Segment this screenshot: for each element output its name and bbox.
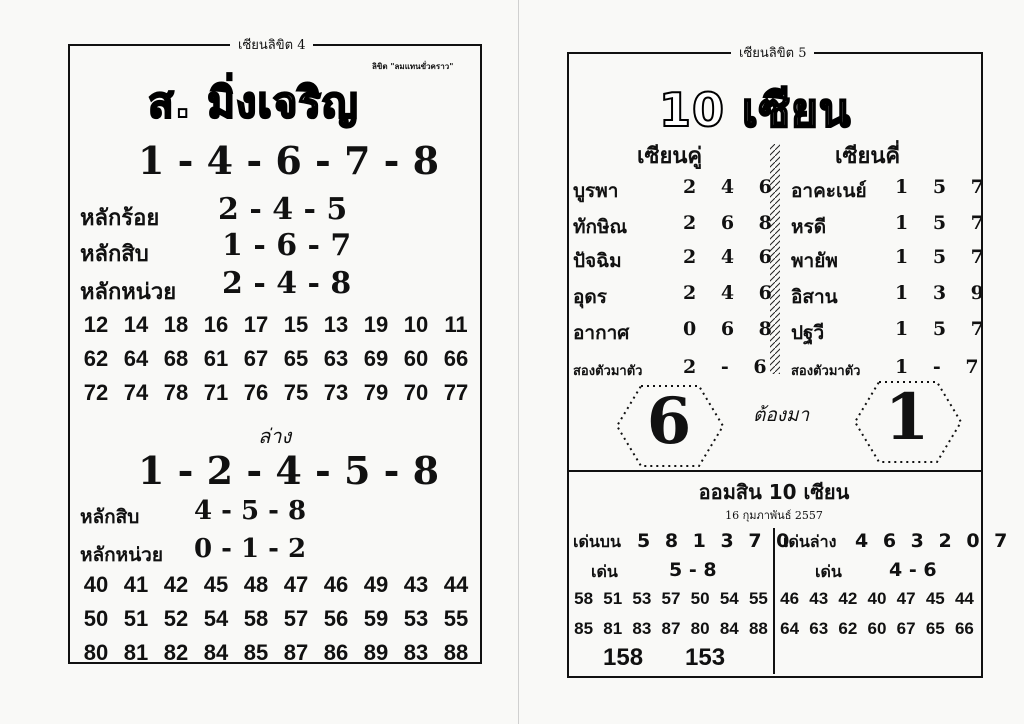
grid-number: 19	[363, 312, 389, 337]
grid-number: 17	[243, 312, 269, 337]
grid-number: 40	[867, 589, 887, 608]
grid-number: 43	[809, 589, 829, 608]
hex-right-digit: 1	[884, 380, 930, 455]
odd-row-digits: 1 5 7	[895, 212, 993, 234]
lower-row-label-units: หลักหน่วย	[80, 544, 163, 566]
grid-number: 89	[363, 640, 389, 665]
odd-row-digits: 1 5 7	[895, 176, 993, 198]
grid-number: 15	[283, 312, 309, 337]
grid-number: 55	[748, 589, 768, 608]
grid-number: 77	[443, 380, 469, 405]
top-pair-grid	[569, 584, 773, 644]
even-row-digits: 2 6 8	[683, 212, 781, 234]
top-pair-label: เด่น	[591, 562, 618, 581]
even-row-digits: 2 4 6	[683, 246, 781, 268]
right-caption: เซียนลิขิต 5	[731, 42, 814, 63]
grid-number: 83	[632, 619, 652, 638]
grid-number: 47	[283, 572, 309, 597]
grid-number: 52	[163, 606, 189, 631]
odd-row-label: หรดี	[791, 216, 827, 238]
grid-number: 71	[203, 380, 229, 405]
even-row-label: อากาศ	[573, 322, 630, 344]
grid-number: 11	[444, 312, 468, 337]
grid-number: 88	[443, 640, 469, 665]
even-row-label: สองตัวมาตัว	[573, 364, 643, 379]
grid-number: 65	[283, 346, 309, 371]
grid-number: 40	[83, 572, 109, 597]
right-page	[518, 0, 1024, 724]
left-caption: เซียนลิขิต 4	[230, 34, 313, 55]
grid-number: 70	[403, 380, 429, 405]
row-digits-units: 2 - 4 - 8	[222, 266, 352, 301]
even-row-label: บูรพา	[573, 180, 619, 202]
even-row-digits: 0 6 8	[683, 318, 781, 340]
grid-number: 53	[403, 606, 429, 631]
right-title: 10 เซียน	[659, 83, 852, 137]
grid-number: 16	[203, 312, 229, 337]
grid-number: 50	[83, 606, 109, 631]
grid-number: 86	[323, 640, 349, 665]
lower-caption: ล่าง	[258, 424, 292, 448]
grid-number: 74	[123, 380, 149, 405]
even-row-digits: 2 - 6	[683, 356, 776, 378]
row-label-hundreds: หลักร้อย	[80, 206, 160, 231]
top-label: เด่นบน	[573, 532, 621, 551]
bottom-label: เด่นล่าง	[783, 532, 837, 551]
grid-number: 61	[203, 346, 229, 371]
grid-number: 81	[603, 619, 623, 638]
grid-number: 84	[719, 619, 739, 638]
odd-row-label: พายัพ	[791, 250, 838, 272]
grid-number: 60	[867, 619, 887, 638]
grid-number: 56	[323, 606, 349, 631]
grid-number: 10	[403, 312, 429, 337]
grid-number: 79	[363, 380, 389, 405]
grid-number: 78	[163, 380, 189, 405]
grid-number: 87	[661, 619, 681, 638]
grid-number: 81	[123, 640, 149, 665]
pen-name: ลิขิต "ลมแทนขั่วคราว"	[372, 62, 454, 71]
odd-row-digits: 1 5 7	[895, 318, 993, 340]
lower-main-digits: 1 - 2 - 4 - 5 - 8	[138, 448, 440, 493]
lower-number-grid	[76, 568, 476, 670]
grid-number: 76	[243, 380, 269, 405]
grid-number: 54	[719, 589, 739, 608]
top-number-grid	[76, 308, 476, 410]
grid-number: 87	[283, 640, 309, 665]
row-digits-tens: 1 - 6 - 7	[222, 228, 352, 263]
grid-number: 13	[323, 312, 349, 337]
odd-header: เซียนคี่	[835, 144, 901, 169]
odd-row-digits: 1 - 7	[895, 356, 988, 378]
grid-number: 51	[603, 589, 623, 608]
bottom-digits: 4 6 3 2 0 7	[855, 530, 1012, 552]
grid-number: 80	[83, 640, 109, 665]
grid-number: 63	[323, 346, 349, 371]
grid-number: 55	[443, 606, 469, 631]
lower-row-digits-tens: 4 - 5 - 8	[194, 496, 307, 526]
grid-number: 58	[243, 606, 269, 631]
grid-number: 18	[163, 312, 189, 337]
even-header: เซียนคู่	[637, 144, 703, 169]
grid-number: 65	[925, 619, 945, 638]
grid-number: 67	[243, 346, 269, 371]
grid-number: 57	[283, 606, 309, 631]
odd-row-label: อิสาน	[791, 286, 838, 308]
three-digit-1: 158	[603, 644, 644, 671]
even-row-label: ทักษิณ	[573, 216, 628, 238]
even-row-label: อุดร	[573, 286, 607, 308]
grid-number: 48	[243, 572, 269, 597]
grid-number: 64	[123, 346, 149, 371]
odd-row-label: อาคะเนย์	[791, 180, 867, 202]
row-label-units: หลักหน่วย	[80, 280, 177, 305]
odd-row-label: สองตัวมาตัว	[791, 364, 861, 379]
top-pair: 5 - 8	[669, 559, 717, 581]
grid-number: 84	[203, 640, 229, 665]
hex-left-digit: 6	[646, 384, 692, 459]
grid-number: 47	[896, 589, 916, 608]
grid-number: 59	[363, 606, 389, 631]
grid-number: 53	[632, 589, 652, 608]
grid-number: 62	[83, 346, 109, 371]
grid-number: 72	[83, 380, 109, 405]
grid-number: 64	[780, 619, 800, 638]
grid-number: 46	[323, 572, 349, 597]
even-row-digits: 2 4 6	[683, 176, 781, 198]
grid-number: 58	[574, 589, 594, 608]
grid-number: 49	[363, 572, 389, 597]
top-digits: 5 8 1 3 7 0	[637, 530, 794, 552]
grid-number: 43	[403, 572, 429, 597]
grid-number: 60	[403, 346, 429, 371]
grid-number: 68	[163, 346, 189, 371]
grid-number: 66	[443, 346, 469, 371]
grid-number: 82	[163, 640, 189, 665]
even-row-label: ปัจฉิม	[573, 250, 622, 272]
grid-number: 75	[283, 380, 309, 405]
grid-number: 42	[163, 572, 189, 597]
grid-number: 45	[203, 572, 229, 597]
grid-number: 73	[323, 380, 349, 405]
top-main-digits: 1 - 4 - 6 - 7 - 8	[138, 138, 440, 183]
grid-number: 57	[661, 589, 681, 608]
must-come-label: ต้องมา	[753, 404, 810, 426]
summary-divider	[567, 470, 981, 472]
grid-number: 85	[243, 640, 269, 665]
odd-row-digits: 1 3 9	[895, 282, 993, 304]
grid-number: 14	[123, 312, 149, 337]
grid-number: 44	[443, 572, 469, 597]
grid-number: 85	[574, 619, 594, 638]
summary-date: 16 กุมภาพันธ์ 2557	[725, 509, 823, 522]
grid-number: 69	[363, 346, 389, 371]
grid-number: 63	[809, 619, 829, 638]
bottom-pair: 4 - 6	[889, 559, 937, 581]
lower-row-digits-units: 0 - 1 - 2	[194, 534, 307, 564]
summary-title: ออมสิน 10 เซียน	[698, 480, 850, 504]
grid-number: 66	[954, 619, 974, 638]
grid-number: 62	[838, 619, 858, 638]
grid-number: 44	[954, 589, 974, 608]
row-label-tens: หลักสิบ	[80, 242, 149, 267]
grid-number: 46	[780, 589, 800, 608]
grid-number: 54	[203, 606, 229, 631]
row-digits-hundreds: 2 - 4 - 5	[218, 192, 348, 227]
grid-number: 45	[925, 589, 945, 608]
odd-row-digits: 1 5 7	[895, 246, 993, 268]
grid-number: 80	[690, 619, 710, 638]
odd-row-label: ปฐวี	[791, 322, 825, 344]
grid-number: 50	[690, 589, 710, 608]
lower-row-label-tens: หลักสิบ	[80, 506, 140, 528]
grid-number: 41	[123, 572, 149, 597]
grid-number: 88	[748, 619, 768, 638]
left-title: ส. มิ่งเจริญ	[148, 78, 359, 127]
even-row-digits: 2 4 6	[683, 282, 781, 304]
grid-number: 83	[403, 640, 429, 665]
bottom-pair-label: เด่น	[815, 562, 842, 581]
bottom-pair-grid	[775, 584, 979, 644]
grid-number: 42	[838, 589, 858, 608]
grid-number: 67	[896, 619, 916, 638]
grid-number: 51	[123, 606, 149, 631]
grid-number: 12	[83, 312, 109, 337]
three-digit-2: 153	[685, 644, 726, 671]
